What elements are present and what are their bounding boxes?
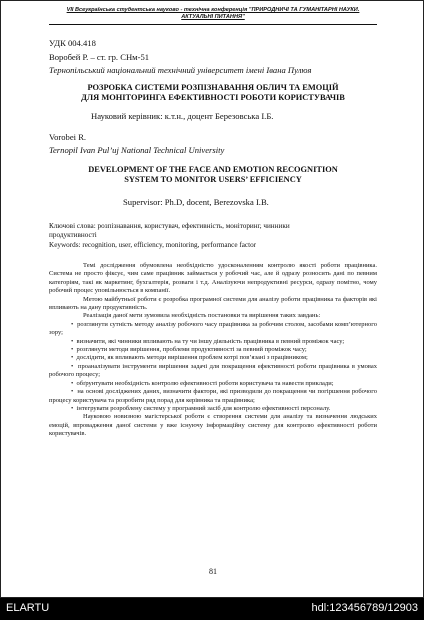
conference-header-line2: АКТУАЛЬНІ ПИТАННЯ": [181, 14, 245, 20]
bullet-item-2: • визначити, які чинники впливають на ту чи іншу діяльність працівника в певний проміжок часу;: [71, 337, 345, 345]
keywords-ua-line1: Ключові слова: розпізнавання, користувач, ефективність, моніторинг, чинники: [49, 222, 290, 230]
affiliation-en: Ternopil Ivan Pul’uj National Technical University: [49, 145, 225, 155]
author-en: Vorobei R.: [49, 132, 87, 142]
conference-header-line1: VII Всеукраїнська студентська науково - технічна конференція "ПРИРОДНИЧІ ТА ГУМАНІТАРНІ НАУКИ.: [66, 7, 360, 13]
keywords-en: Keywords: recognition, user, efficiency, monitoring, performance factor: [49, 241, 257, 249]
bullet-item-4: • дослідити, як впливають методи вирішення проблем котрі пов’язані з працівником;: [71, 354, 308, 362]
bullet-item-1: • розглянути сутність методу аналізу робочого часу працівника за робочим столом, засобами комп’ютерного зору;: [49, 320, 377, 337]
bullet-item-7: • на основі досліджених даних, визначити фактори, які призводили до покращення чи погіршення робочого процесу користувача та розробити ряд порад для керівника та працівника;: [49, 388, 377, 404]
author-ua: Воробей Р. – ст. гр. СНм-51: [49, 52, 150, 62]
page-number: 81: [209, 567, 217, 576]
footer-repository-name: ELARTU: [6, 602, 50, 614]
paragraph-2: Метою майбутньої роботи є розробка програмної системи для аналізу роботи працівника та факторів які впливають на дану продуктивність.: [49, 295, 377, 312]
bullet-item-8: • інтегрувати розроблену систему у програмний засіб для контролю ефективності персоналу.: [71, 404, 331, 412]
udc-code: УДК 004.418: [49, 38, 96, 48]
title-en-line2: SYSTEM TO MONITOR USERS’ EFFICIENCY: [124, 175, 302, 184]
supervisor-en: Supervisor: Ph.D, docent, Berezovska I.B.: [123, 197, 269, 207]
title-en-line1: DEVELOPMENT OF THE FACE AND EMOTION RECOGNITION: [88, 165, 338, 174]
bullet-item-5: • проаналізувати інструменти вирішення задачі для покращення ефективності роботи працівника в умовах робочого процесу;: [49, 362, 377, 379]
title-ua-line2: ДЛЯ МОНІТОРИНГА ЕФЕКТИВНОСТІ РОБОТИ КОРИСТУВАЧІВ: [81, 93, 345, 102]
affiliation-ua: Тернопільський національний технічний університет імені Івана Пулюя: [49, 65, 312, 75]
paragraph-3: Реалізація даної мети зумовила необхідність постановки та вирішення таких завдань:: [83, 312, 321, 320]
body-text: [49, 262, 377, 439]
bullet-item-3: • розглянути методи вирішення, проблеми продуктивності за певний проміжок часу;: [71, 346, 307, 354]
supervisor-ua: Науковий керівник: к.т.н., доцент Березовська І.Б.: [91, 111, 274, 121]
paragraph-final: Науковою новизною магістерської роботи є створення системи для аналізу та визначення людських емоцій, впровадження даної системи у вже існуючу інформаційну систему для контролю ефективності роботи користувачів.: [49, 413, 377, 438]
title-ua: [49, 83, 377, 103]
title-en: [49, 165, 377, 185]
bullet-item-6: • обґрунтувати необхідність контролю ефективності роботи користувача та навести приклади;: [71, 379, 334, 387]
keywords-ua-line2: продуктивності: [49, 231, 97, 239]
title-ua-line1: РОЗРОБКА СИСТЕМИ РОЗПІЗНАВАННЯ ОБЛИЧ ТА ЕМОЦІЙ: [87, 83, 339, 92]
footer-handle-link[interactable]: hdl:123456789/12903: [311, 602, 418, 614]
header-rule: [49, 24, 377, 25]
repository-footer-bar: [0, 598, 424, 620]
paragraph-1: Темі дослідження обумовлена необхідністю удосконаленням контролю якості роботи працівника. Система не просто фіксує, чим саме працівник займається у робочий час, але й одразу розносить дані по певним категоріям, такі як маркетинг, бухгалтерія, розваги і т.д. Аналізуючи непродуктивні ресурси, одразу помітно, чому робочий процес уповільнюється в компанії.: [49, 262, 377, 295]
conference-header: [57, 7, 369, 21]
